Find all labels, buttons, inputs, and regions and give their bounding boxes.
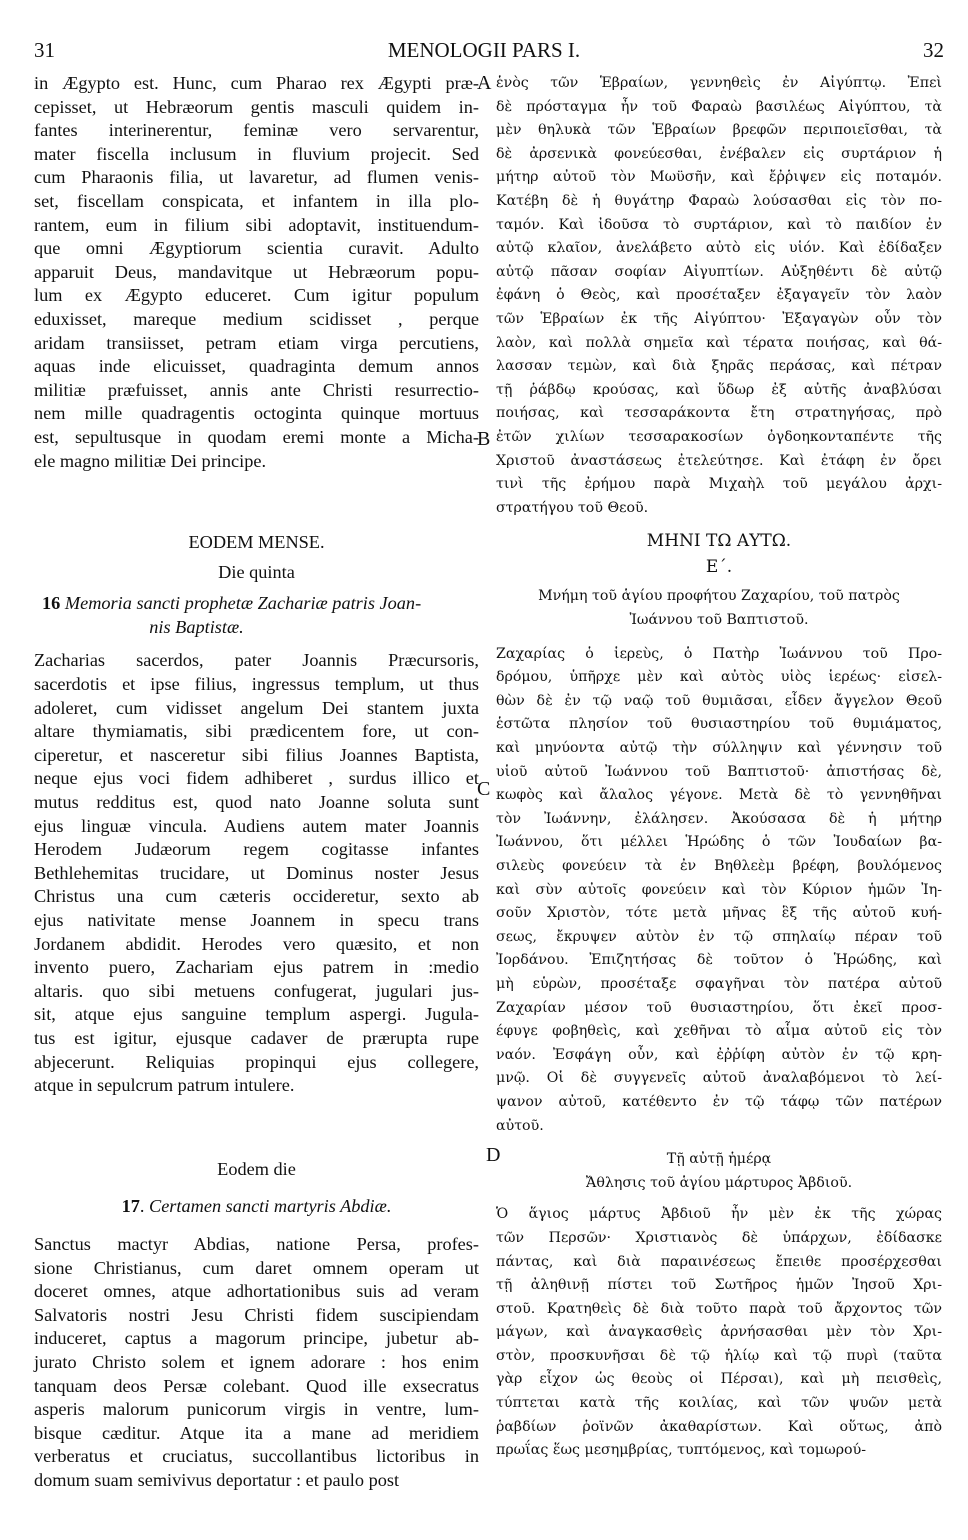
text-line: Χριστοῦ ἀναστάσεως ἐτελεύτησε. Καὶ ἐτάφη ἐν ὄρει	[496, 452, 942, 469]
entry-number: 16	[42, 593, 61, 614]
text-line: set, fiscellam conspicata, et infantem in illa plo-	[34, 190, 479, 211]
greek-month-heading: ΜΗΝΙ ΤΩ ΑΥΤΩ.	[646, 531, 792, 552]
greek-entry-title-abdias: Ἄθλησις τοῦ ἁγίου μάρτυρος Ἀβδιοῦ.	[585, 1174, 853, 1191]
text-line: ciperetur, et nasceretur sibi filius Joannes Baptista,	[34, 744, 479, 765]
entry-number: 17	[121, 1196, 140, 1217]
latin-column	[34, 72, 479, 1492]
text-line: ἐφάνη ὁ Θεὸς, καὶ προσέταξεν ἐξαγαγεῖν τὸν λαὸν	[496, 287, 942, 304]
text-line: que omni Ægyptiorum scientia curavit. Adulto	[34, 238, 479, 259]
text-line: Bethlehemitas trucidare, ut Dominus noster Jesus	[34, 862, 479, 883]
latin-entry-title-16	[34, 592, 479, 616]
text-line: ejus linguæ vincula. Audiens autem mater Joannis	[34, 815, 479, 836]
text-line: Herodem Judæorum regem cogitasse infantes	[34, 839, 479, 860]
text-line: στρατήγου τοῦ Θεοῦ.	[496, 499, 649, 516]
text-line: tanquam deos Persæ colebant. Quod ille exsecratus	[34, 1375, 479, 1396]
text-line: adoleret, cum vidisset angelum Dei stantem juxta	[34, 697, 479, 718]
text-line: mater fiscella inclusum in fluvium projecit. Sed	[34, 143, 479, 164]
text-line: lum ex Ægypto educeret. Cum igitur populum	[34, 285, 479, 306]
text-line: αὐτοῦ.	[496, 1117, 544, 1134]
text-line: altaris. quo sibi metuens confugerat, jugulari jus-	[34, 980, 479, 1001]
text-line: σιλεὺς φονεύειν τὰ ἐν Βηθλεὲμ βρέφη, βουλόμενος	[496, 858, 942, 874]
text-line: militiæ præfuisset, annis ante Christi resurrectio-	[34, 379, 479, 400]
text-line: στὸν, προσκυνῆσαι δὲ τῷ ἡλίῳ καὶ τῷ πυρὶ (ταῦτα	[496, 1347, 942, 1364]
text-line: Christus una cum cæteris occideretur, sexto ab	[34, 886, 479, 907]
latin-entry-title-17: 17. Certamen sancti martyris Abdiæ.	[121, 1196, 392, 1217]
text-line: fantes interinerentur, feminæ vero servarentur,	[34, 120, 479, 141]
margin-marker-b: B	[477, 428, 491, 450]
greek-day-heading: Ε΄.	[705, 556, 733, 577]
text-line: mutus redditus est, quod nato Joanne soluta sunt	[34, 792, 479, 813]
text-line: θὼν δὲ ἐν τῷ ναῷ τοῦ θυμιᾶσαι, εἶδεν ἄγγελον Θεοῦ	[496, 692, 942, 709]
text-line: cepisset, ut Hebræorum gentis masculi quidem in-	[34, 96, 479, 117]
text-line: δρόμου, ὑπῆρχε μὲν καὶ αὐτὸς υἱὸς ἱερέως· εἰσελ-	[496, 669, 942, 686]
text-line: τύπτεται κατὰ τῆς κοιλίας, καὶ τῶν ψυῶν μετὰ	[496, 1395, 942, 1412]
text-line: τῶν Περσῶν· Χριστιανὸς δὲ ὑπάρχων, ἐδίδασκε	[496, 1229, 942, 1246]
text-line: πρωΐας ἕως μεσημβρίας, τυπτόμενος, καὶ τομωρού-	[496, 1442, 866, 1459]
text-line: ἐτῶν χιλίων τεσσαρακοσίων ὀγδοηκονταπέντε τῆς	[496, 428, 942, 445]
text-line: domum suam semivivus deportatur : et paulo post	[34, 1469, 400, 1490]
latin-zacharias-text	[34, 649, 479, 1097]
text-line: μήτηρ αὐτοῦ τὸν Μωϋσῆν, καὶ ἔῤῥιψεν εἰς ποταμόν.	[496, 169, 942, 186]
text-line: Ἰωάννου, ὅτι μέλλει Ἡρώδης ὁ τῶν Ἰουδαίων βα-	[496, 834, 942, 851]
text-line: καὶ σὺν αὐτοῖς φονεύειν καὶ τὸν Κύριον ἡμῶν Ἰη-	[496, 881, 942, 898]
text-line: Κατέβη δὲ ἡ θυγάτηρ Φαραὼ λούσασθαι εἰς τὸν πο-	[496, 192, 942, 209]
greek-day-heading-2: Τῇ αὐτῇ ἡμέρᾳ	[666, 1151, 772, 1168]
text-line: καὶ μηνύοντα αὐτῷ τὴν σύλληψιν καὶ γέννησιν τοῦ	[496, 740, 942, 757]
text-line: αὐτῷ πᾶσαν σοφίαν Αἰγυπτίων. Αὐξηθέντι δὲ αὐτῷ	[496, 263, 942, 280]
greek-entry-title-line1: Μνήμη τοῦ ἁγίου προφήτου Ζαχαρίου, τοῦ πατρὸς	[538, 588, 900, 605]
text-line: neque ejus voci fidem adhiberet , surdus illico et	[34, 768, 479, 789]
text-line: τῇ ῥάβδῳ κρούσας, καὶ ὕδωρ ἐξ αὐτῆς ἀναβλύσαι	[496, 381, 942, 398]
text-line: πάντας, καὶ διὰ παραινέσεως ἔπειθε προσέρχεσθαι	[496, 1253, 942, 1270]
text-line: ταμόν. Καὶ ἰδοῦσα τὸ συρτάριον, καὶ τὸ παιδίον ἐν	[496, 216, 942, 233]
text-line: έφυγε φοβηθεὶς, καὶ χεθῆναι τὸ αἷμα αὐτοῦ εἰς τὸν	[496, 1023, 942, 1040]
text-line: aridam transiisset, petram etiam virga percutiens,	[34, 332, 479, 353]
text-line: in Ægypto est. Hunc, cum Pharao rex Ægypti præ-	[34, 73, 479, 93]
text-line: bisque cæditur. Atque ita a mane ad meridiem	[34, 1422, 479, 1443]
text-line: atque in sepulcrum patrum intulere.	[34, 1075, 295, 1096]
text-line: ejus nativitate mense Joannem in specu trans	[34, 910, 479, 930]
latin-day-heading: Die quinta	[218, 561, 295, 582]
text-line: τινὶ τῆς ἐρήμου παρὰ Μιχαὴλ τοῦ μεγάλου ἀρχι-	[496, 476, 942, 493]
latin-abdias-text	[34, 1233, 479, 1493]
page-number-left: 31	[34, 38, 55, 62]
text-line: λαὸν, καὶ πολλὰ σημεῖα καὶ τέρατα ποιήσας, καὶ θά-	[496, 334, 942, 351]
text-line: Sanctus mactyr Abdias, natione Persa, profes-	[34, 1233, 479, 1254]
greek-intro	[496, 72, 942, 520]
text-line: apparuit Deus, mandavitque ut Hebræorum popu-	[34, 261, 479, 282]
text-line: ποιήσας, καὶ τεσσαράκοντα ἔτη στρατηγήσας, πρὸ	[496, 405, 942, 422]
text-line: Ἰορδάνου. Ἐπιζητήσας δὲ τοῦτον ὁ Ἡρώδης, καὶ	[496, 952, 942, 969]
greek-column	[496, 72, 942, 1463]
text-line: Zacharias sacerdos, pater Joannis Præcursoris,	[34, 650, 479, 671]
text-line: ἑνὸς τῶν Ἑβραίων, γεννηθεὶς ἐν Αἰγύπτῳ. Ἐπεὶ	[496, 75, 942, 91]
text-line: aquas inde elicuisset, quadraginta demum annos	[34, 356, 479, 377]
text-line: doceret omnes, atque adhortationibus suis ad veram	[34, 1281, 479, 1302]
text-line: sione Christianus, cum daret omnem operam ut	[34, 1257, 479, 1278]
latin-day-heading-2: Eodem die	[217, 1158, 296, 1179]
latin-month-heading: EODEM MENSE.	[188, 532, 325, 553]
margin-marker-c: C	[477, 778, 491, 800]
text-line: induceret, captus a magorum principe, jubetur ab-	[34, 1328, 479, 1349]
text-line: Ζαχαρίας ὁ ἱερεὺς, ὁ Πατὴρ Ἰωάννου τοῦ Προ-	[496, 645, 942, 662]
text-line: τῶν Ἑβραίων ἐκ τῆς Αἰγύπτου· Ἐξαγαγὼν οὖν τὸν	[496, 310, 942, 327]
text-line: ἑστῶτα πλησίον τοῦ θυσιαστηρίου τοῦ θυμιάματος,	[496, 716, 942, 733]
margin-marker-d: D	[486, 1144, 501, 1166]
text-line: cum Pharaonis filia, ut lavaretur, ad flumen venis-	[34, 167, 479, 188]
text-line: verberatus et cruciatus, succollantibus lictoribus in	[34, 1446, 479, 1467]
text-line: μνῷ. Οἱ δὲ συγγενεῖς αὐτοῦ ἀναλαβόμενοι τὸ λεί-	[496, 1070, 942, 1087]
text-line: Salvatoris nostri Jesu Christi fidem suscipiendam	[34, 1304, 479, 1325]
running-title: MENOLOGII PARS I.	[387, 38, 581, 62]
text-line: γὰρ εἶχον ὡς θεοὺς οἱ Πέρσαι), καὶ μὴ πεισθεὶς,	[496, 1371, 942, 1388]
text-line: jurato Christo solem et ignem adorare : hos enim	[34, 1351, 479, 1372]
text-line: Ὁ ἅγιος μάρτυς Ἀβδιοῦ ἦν μὲν ἐκ τῆς χώρας	[496, 1206, 942, 1223]
greek-entry-title-line2: Ἰωάννου τοῦ Βαπτιστοῦ.	[629, 612, 809, 629]
text-line: τὸν Ἰωάννην, ἐλάλησεν. Ἀκούσασα δὲ ἡ μήτηρ	[496, 810, 942, 827]
text-line: κωφὸς καὶ ἄλαλος γέγονε. Μετὰ δὲ τὸ γεννηθῆναι	[496, 787, 942, 804]
text-line: abjecerunt. Reliquias propinqui ejus collegere,	[34, 1051, 479, 1072]
text-line: tus est igitur, ejusque cadaver de prærupta rupe	[34, 1027, 479, 1048]
text-line: στοῦ. Κρατηθεὶς δὲ διὰ τοῦτο παρὰ τοῦ ἄρχοντος τῶν	[496, 1300, 942, 1317]
text-line: sacerdotis et ipse filius, ingressus templum, ut thus	[34, 674, 479, 695]
text-line: nem mille quadragentis octoginta quinque mortuus	[34, 403, 479, 424]
greek-zacharias-text	[496, 643, 942, 1138]
text-line: ναόν. Ἐσφάγη οὖν, καὶ ἐῤῥίφη αὐτὸν ἐν τῷ κρη-	[496, 1046, 942, 1063]
text-line: σοῦν Χριστὸν, τότε μετὰ μῆνας ἓξ τῆς αὐτοῦ κυή-	[496, 905, 942, 922]
text-line: est, sepultusque in quodam eremi monte a Micha-	[34, 426, 479, 447]
text-line: υἱοῦ αὐτοῦ Ἰωάννου τοῦ Βαπτιστοῦ· ἀπιστήσας δὲ,	[496, 763, 942, 780]
entry-title-line: Memoria sancti prophetæ Zachariæ patris Joan-	[64, 593, 422, 614]
text-line: αὐτῷ κλαῖον, ἀνελάβετο αὐτὸ εἰς υἱόν. Καὶ ἐδίδαξεν	[496, 240, 942, 257]
text-line: μὴ εὑρὼν, προσέταξε σφαγῆναι τὸν πατέρα αὐτοῦ	[496, 975, 942, 992]
text-line: λασσαν τεμὼν, καὶ διὰ ξηρᾶς περάσας, καὶ πέτραν	[496, 358, 942, 375]
text-line: ψανον αὐτοῦ, κατέθεντο ἐν τῷ τάφῳ τῶν πατέρων	[496, 1093, 942, 1110]
page-number-right: 32	[923, 38, 944, 62]
text-line: altare thymiamatis, sibi prædicentem fore, ut con-	[34, 721, 479, 742]
margin-marker-a: A	[477, 72, 492, 94]
text-line: δὲ ἀρσενικὰ φονεύεσθαι, ἐνέβαλεν εἰς συρτάριον ἡ	[496, 145, 942, 162]
text-line: invento puero, Zachariam ejus patrem in :medio	[34, 957, 479, 978]
text-line: asperis malorum punicorum virgis in ventre, lum-	[34, 1399, 479, 1420]
entry-title-line: nis Baptistæ.	[149, 616, 244, 637]
text-line: μάγων, καὶ ἀναγκασθεὶς ἀρνήσασθαι μὲν τὸν Χρι-	[496, 1324, 942, 1341]
text-line: σεως, ἔκρυψεν αὐτὸν ἐν τῷ σπηλαίῳ πέραν τοῦ	[496, 928, 942, 945]
text-line: ῥαβδίων ῥοϊνῶν ἀκαθαρίστων. Καὶ οὕτως, ἀπὸ	[496, 1418, 942, 1435]
latin-intro	[34, 72, 479, 473]
text-line: sit, atque ejus sanguine templum aspergi. Jugula-	[34, 1004, 479, 1025]
text-line: δὲ πρόσταγμα ἦν τοῦ Φαραὼ βασιλέως Αἰγύπτου, τὰ	[496, 98, 942, 115]
text-line: μὲν θηλυκὰ τῶν Ἑβραίων βρεφῶν περιποιεῖσθαι, τὰ	[496, 122, 942, 139]
text-line: ele magno militiæ Dei principe.	[34, 450, 267, 471]
text-line: eduxisset, mareque medium scidisset , perque	[34, 308, 479, 329]
text-line: τῇ ἀληθινῇ πίστει τοῦ Σωτῆρος ἡμῶν Ἰησοῦ Χρι-	[496, 1277, 942, 1294]
text-line: Ζαχαρίαν μέσον τοῦ θυσιαστηρίου, ὅτι ἐκεῖ προσ-	[496, 999, 942, 1016]
text-line: rantem, eum in filium sibi adoptavit, instituendum-	[34, 214, 479, 235]
greek-abdias-text	[496, 1203, 942, 1463]
entry-title-line: Certamen sancti martyris Abdiæ.	[149, 1196, 392, 1217]
text-line: Jordanem abdidit. Herodes vero quæsito, et non	[34, 933, 479, 954]
